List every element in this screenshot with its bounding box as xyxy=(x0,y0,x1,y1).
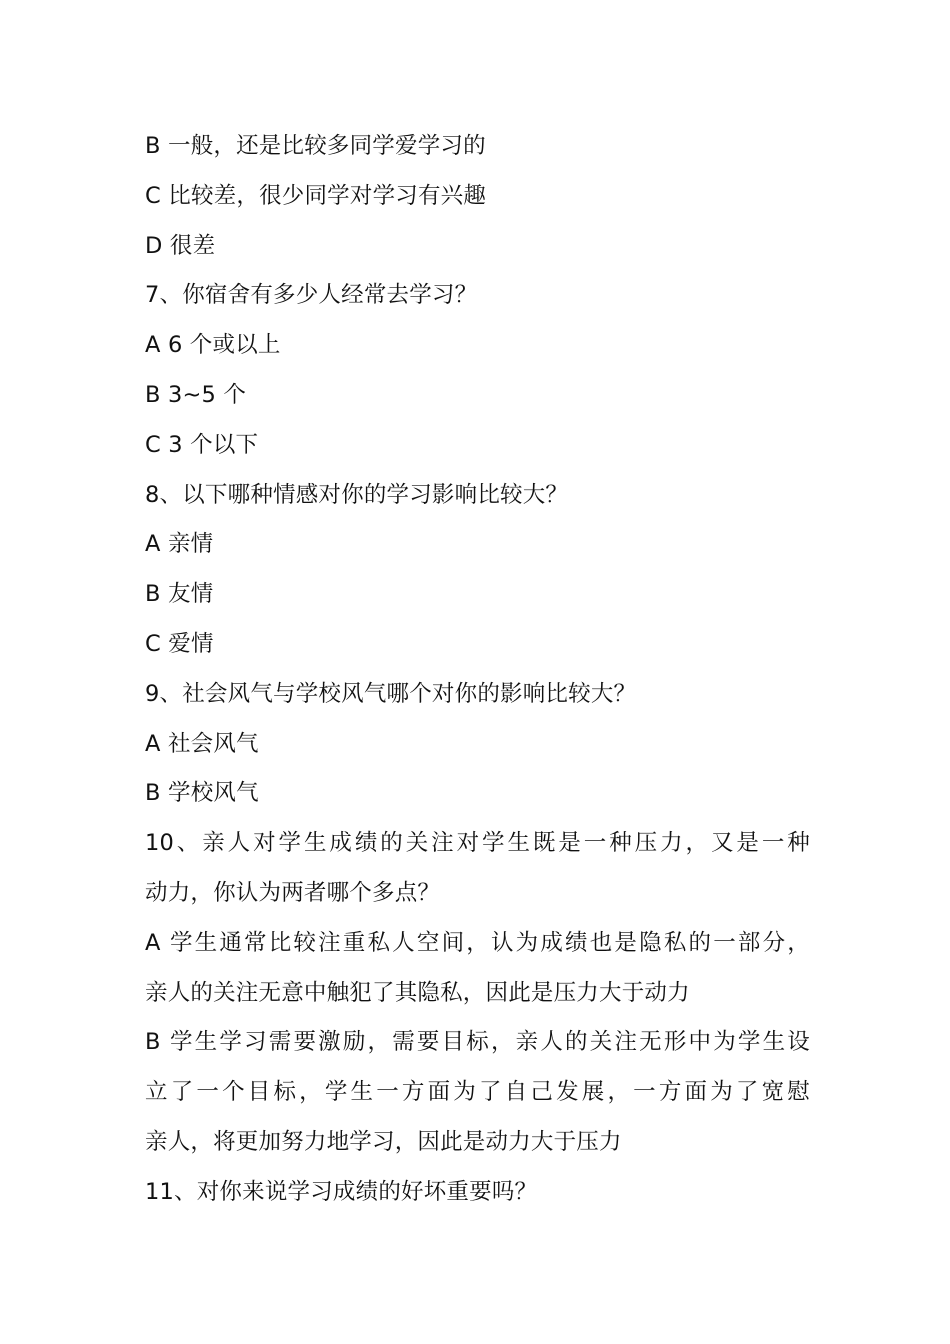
question-10-line-1: 10、亲人对学生成绩的关注对学生既是一种压力，又是一种 xyxy=(145,830,810,857)
option-b-q7: B 3~5 个 xyxy=(145,381,247,408)
question-10-line-2: 动力，你认为两者哪个多点？ xyxy=(145,879,441,906)
option-c-q8: C 爱情 xyxy=(145,630,214,657)
option-a-q10-line-1: A 学生通常比较注重私人空间，认为成绩也是隐私的一部分， xyxy=(145,929,810,956)
question-7: 7、你宿舍有多少人经常去学习？ xyxy=(145,282,478,309)
option-a-q10-line-2: 亲人的关注无意中触犯了其隐私，因此是压力大于动力 xyxy=(145,979,690,1006)
option-d-q6: D 很差 xyxy=(145,232,216,259)
question-8: 8、以下哪种情感对你的学习影响比较大？ xyxy=(145,481,569,508)
question-9: 9、社会风气与学校风气哪个对你的影响比较大？ xyxy=(145,680,637,707)
option-c-q7: C 3 个以下 xyxy=(145,431,259,458)
question-11: 11、对你来说学习成绩的好坏重要吗？ xyxy=(145,1178,538,1205)
option-a-q8: A 亲情 xyxy=(145,531,214,558)
option-b-q6: B 一般，还是比较多同学爱学习的 xyxy=(145,133,486,159)
option-a-q7: A 6 个或以上 xyxy=(145,332,281,359)
option-b-q9: B 学校风气 xyxy=(145,780,259,807)
option-b-q10-line-3: 亲人，将更加努力地学习，因此是动力大于压力 xyxy=(145,1128,622,1155)
option-a-q9: A 社会风气 xyxy=(145,730,259,757)
option-b-q10-line-2: 立了一个目标，学生一方面为了自己发展，一方面为了宽慰 xyxy=(145,1079,810,1106)
option-b-q8: B 友情 xyxy=(145,581,214,608)
option-c-q6: C 比较差，很少同学对学习有兴趣 xyxy=(145,182,487,209)
option-b-q10-line-1: B 学生学习需要激励，需要目标，亲人的关注无形中为学生设 xyxy=(145,1029,810,1056)
document-body xyxy=(145,122,810,1218)
